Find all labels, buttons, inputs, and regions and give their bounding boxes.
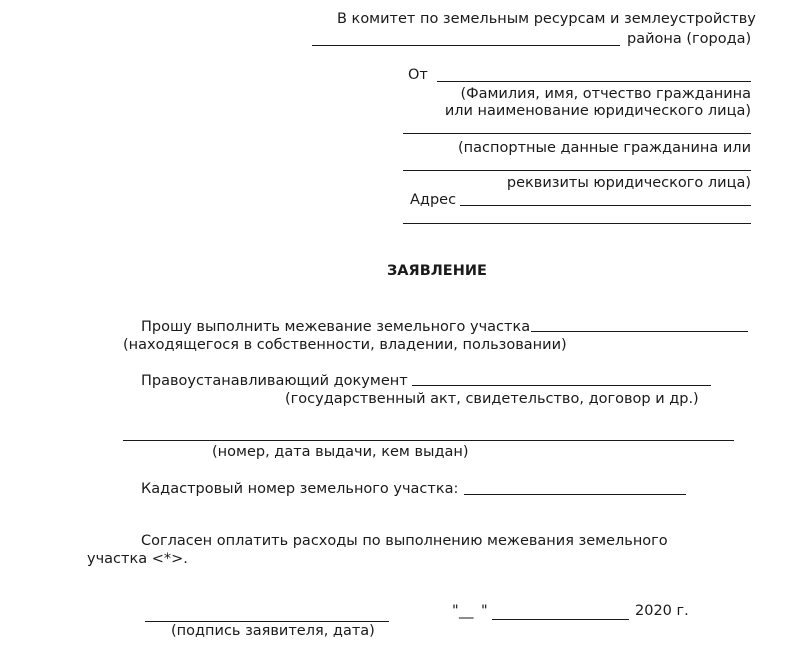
document-hint: (государственный акт, свидетельство, договор и др.) bbox=[285, 391, 699, 407]
passport-blank-line-1[interactable] bbox=[403, 133, 751, 134]
from-blank-line[interactable] bbox=[437, 81, 751, 82]
request-hint: (находящегося в собственности, владении, пользовании) bbox=[123, 337, 567, 353]
document-details-blank-line[interactable] bbox=[123, 440, 734, 441]
date-month-blank-line[interactable] bbox=[492, 619, 629, 620]
date-year: 2020 г. bbox=[635, 603, 689, 619]
document-label: Правоустанавливающий документ bbox=[141, 373, 408, 389]
address-blank-line-2[interactable] bbox=[403, 223, 751, 224]
date-quote-close: " bbox=[481, 603, 488, 619]
agreement-line-1: Согласен оплатить расходы по выполнению межевания земельного bbox=[141, 533, 668, 549]
passport-blank-line-2[interactable] bbox=[403, 170, 751, 171]
parcel-blank-line[interactable] bbox=[531, 331, 748, 332]
passport-hint-2: реквизиты юридического лица) bbox=[506, 175, 751, 191]
document-title: ЗАЯВЛЕНИЕ bbox=[387, 263, 487, 279]
document-details-hint: (номер, дата выдачи, кем выдан) bbox=[212, 444, 469, 460]
address-label: Адрес bbox=[410, 192, 457, 208]
recipient-line-2: районa (города) bbox=[627, 31, 752, 47]
district-blank-line[interactable] bbox=[312, 45, 620, 46]
date-day-blank[interactable]: __ bbox=[459, 603, 474, 619]
cadastral-label: Кадастровый номер земельного участка: bbox=[141, 481, 459, 497]
from-hint-1: (Фамилия, имя, отчество гражданина bbox=[460, 86, 751, 102]
address-blank-line-1[interactable] bbox=[460, 205, 751, 206]
request-line: Прошу выполнить межевание земельного участка bbox=[141, 319, 531, 335]
from-label: От bbox=[408, 67, 428, 83]
recipient-line-1: В комитет по земельным ресурсам и землеустройству bbox=[337, 11, 756, 27]
document-blank-line[interactable] bbox=[412, 385, 711, 386]
passport-hint-1: (паспортные данные гражданина или bbox=[458, 140, 751, 156]
agreement-line-2: участка <*>. bbox=[87, 551, 188, 567]
cadastral-blank-line[interactable] bbox=[464, 494, 686, 495]
from-hint-2: или наименование юридического лица) bbox=[444, 103, 751, 119]
date-quote-open: " bbox=[452, 603, 459, 619]
signature-hint: (подпись заявителя, дата) bbox=[171, 623, 375, 639]
